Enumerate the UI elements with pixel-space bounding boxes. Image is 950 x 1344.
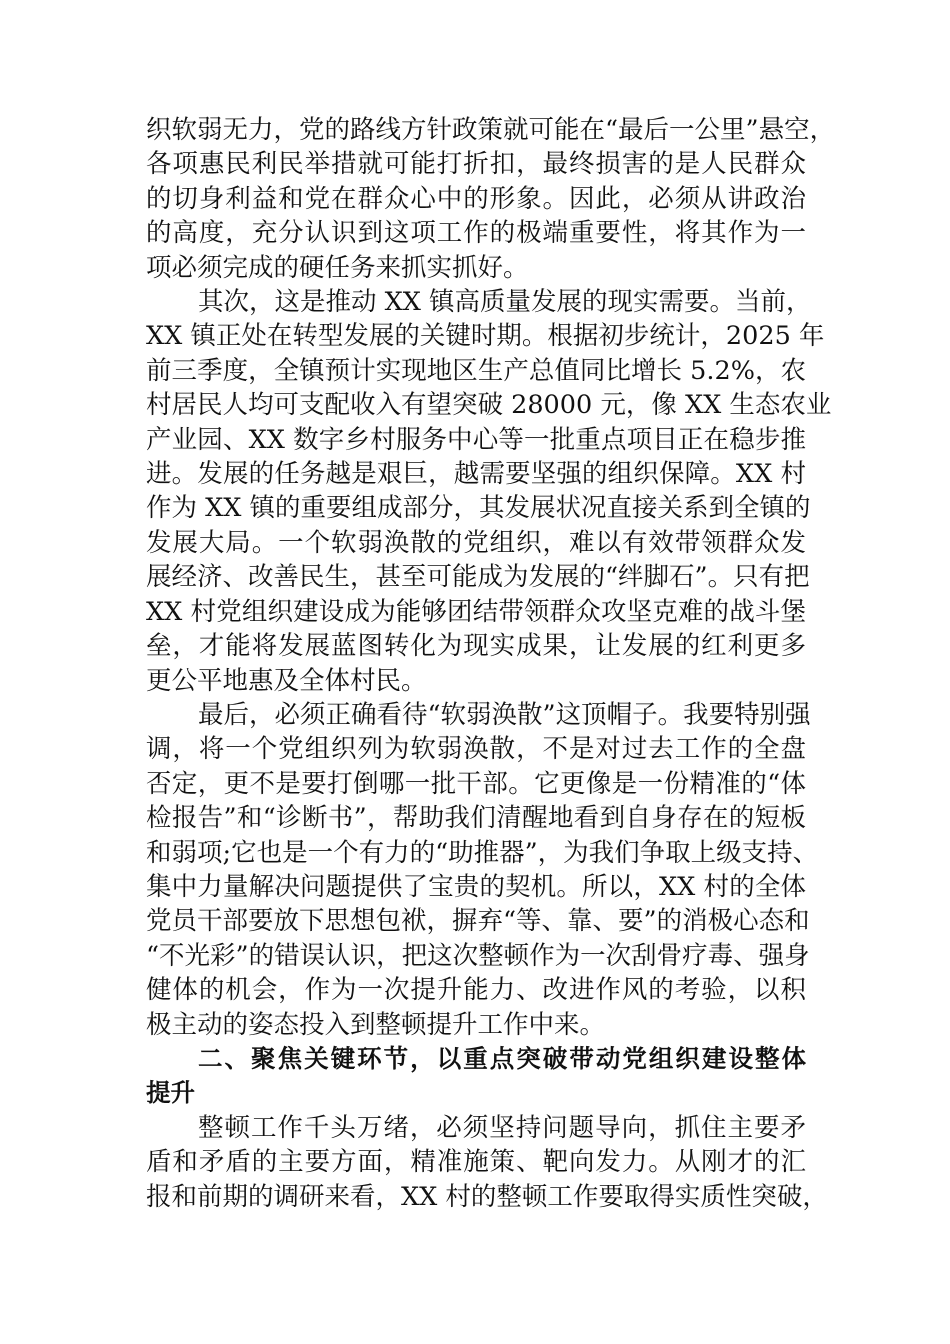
text-line: 报和前期的调研来看，XX 村的整顿工作要取得实质性突破， [146,1181,828,1212]
text-line: 整顿工作千头万绪，必须坚持问题导向，抓住主要矛 [198,1112,806,1143]
text-line: 其次，这是推动 XX 镇高质量发展的现实需要。当前， [198,287,812,318]
text-line: 的切身利益和党在群众心中的形象。因此，必须从讲政治 [146,183,806,214]
text-line: XX 村党组织建设成为能够团结带领群众攻坚克难的战斗堡 [146,596,806,627]
text-line: 进。发展的任务越是艰巨，越需要坚强的组织保障。XX 村 [146,459,806,490]
text-line: 健体的机会，作为一次提升能力、改进作风的考验，以积 [146,975,806,1006]
text-line: 集中力量解决问题提供了宝贵的契机。所以，XX 村的全体 [146,871,806,902]
text-line: 发展大局。一个软弱涣散的党组织，难以有效带领群众发 [146,527,806,558]
text-line: 调，将一个党组织列为软弱涣散，不是对过去工作的全盘 [146,734,806,765]
text-line: 村居民人均可支配收入有望突破 28000 元，像 XX 生态农业 [146,390,832,421]
text-line: “不光彩”的错误认识，把这次整顿作为一次刮骨疗毒、强身 [146,940,810,971]
text-line: 的高度，充分认识到这项工作的极端重要性，将其作为一 [146,218,806,249]
text-line: 最后，必须正确看待“软弱涣散”这顶帽子。我要特别强 [198,699,811,730]
text-line: 检报告”和“诊断书”，帮助我们清醒地看到自身存在的短板 [146,803,806,834]
text-line: 盾和矛盾的主要方面，精准施策、靶向发力。从刚才的汇 [146,1147,806,1178]
document-body [146,113,836,1214]
text-line: 作为 XX 镇的重要组成部分，其发展状况直接关系到全镇的 [146,493,811,524]
text-line: 极主动的姿态投入到整顿提升工作中来。 [146,1009,606,1040]
text-line: 各项惠民利民举措就可能打折扣，最终损害的是人民群众 [146,149,806,180]
text-line: 垒，才能将发展蓝图转化为现实成果，让发展的红利更多 [146,631,806,662]
text-line: 更公平地惠及全体村民。 [146,665,427,696]
text-line: 和弱项;它也是一个有力的“助推器”，为我们争取上级支持、 [146,837,819,868]
text-line: 党员干部要放下思想包袱，摒弃“等、靠、要”的消极心态和 [146,906,810,937]
section-heading [146,1042,806,1111]
paragraph-second [146,285,832,698]
text-line: 前三季度，全镇预计实现地区生产总值同比增长 5.2%，农 [146,355,806,386]
text-line: 项必须完成的硬任务来抓实抓好。 [146,252,529,283]
paragraph-last [146,698,819,1042]
heading-line: 二、聚焦关键环节，以重点突破带动党组织建设整体 [198,1043,806,1073]
text-line: 否定，更不是要打倒哪一批干部。它更像是一份精准的“体 [146,768,806,799]
text-line: 展经济、改善民生，甚至可能成为发展的“绊脚石”。只有把 [146,562,810,593]
text-line: XX 镇正处在转型发展的关键时期。根据初步统计，2025 年 [146,321,825,352]
text-line: 织软弱无力，党的路线方针政策就可能在“最后一公里”悬空， [146,115,836,145]
paragraph-section-two [146,1111,828,1214]
heading-line: 提升 [146,1078,195,1108]
text-line: 产业园、XX 数字乡村服务中心等一批重点项目正在稳步推 [146,424,806,455]
paragraph-continued [146,113,836,285]
